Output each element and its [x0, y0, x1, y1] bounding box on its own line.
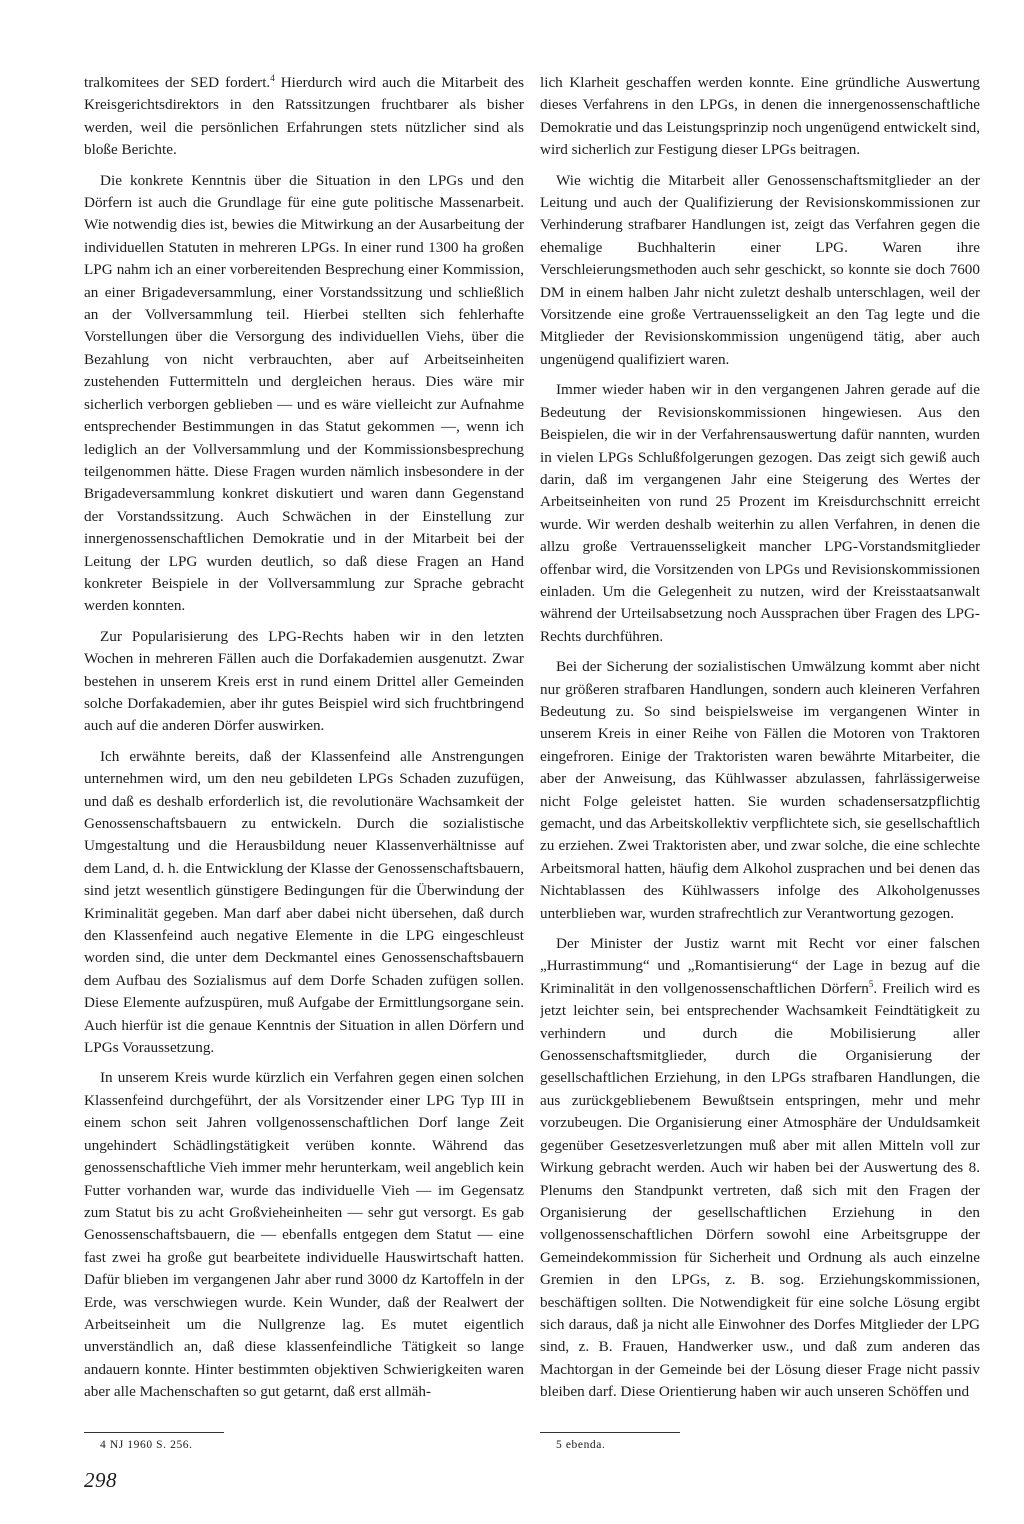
paragraph: Ich erwähnte bereits, daß der Klassenfeind alle Anstrengungen unternehmen wird, um den neu gebildeten LPGs Schaden zuzufügen, und daß es deshalb erforderlich ist, die revolutionäre Wachsamkeit der Genossenschaftsbauern zu entwickeln. Durch die sozialistische Umgestaltung und die Herausbildung neuer Klassenverhältnisse auf dem Land, d. h. die Entwicklung der Klasse der Genossenschaftsbauern, sind jetzt wesentlich günstigere Bedingungen für die Überwindung der Kriminalität gegeben. Man darf aber dabei nicht übersehen, daß durch den Klassenfeind auch negative Elemente in die LPG eingeschleust worden sind, die unter dem Deckmantel eines Genossenschaftsbauern dem Aufbau des Sozialismus auf dem Dorfe Schaden zufügen sollen. Diese Elemente aufzuspüren, muß Aufgabe der Ermittlungsorgane sein. Auch hierfür ist die genaue Kenntnis der Situation in allen Dörfern und LPGs Voraussetzung. — [84, 747, 524, 1057]
paragraph: tralkomitees der SED fordert.$^4$ Hierdurch wird auch die Mitarbeit des Kreisgerichtsdirektors in den Ratssitzungen fruchtbarer als bisher werden, weil die persönlichen Erfahrungen stets nützlicher sind als bloße Berichte. — [84, 72, 524, 159]
paragraph: Wie wichtig die Mitarbeit aller Genossenschaftsmitglieder an der Leitung und auch der Qualifizierung der Revisionskommissionen zur Verhinderung strafbarer Handlungen ist, zeigt das Verfahren gegen die ehemalige Buchhalterin einer LPG. Waren ihre Verschleierungsmethoden auch sehr geschickt, so konnte sie doch 7600 DM in einem halben Jahr nicht zuletzt deshalb unterschlagen, weil der Vorsitzende eine große Vertrauensseligkeit an den Tag legte und die Mitglieder der Revisionskommission ungenügend tätig, aber auch ungenügend qualifiziert waren. — [540, 171, 980, 368]
paragraph: Immer wieder haben wir in den vergangenen Jahren gerade auf die Bedeutung der Revisionskommissionen hingewiesen. Aus den Beispielen, die wir in der Verfahrensauswertung dafür nannten, wurden in vielen LPGs Schlußfolgerungen gezogen. Das zeigt sich gewiß auch darin, daß im vergangenen Jahr eine Steigerung des Wertes der Arbeitseinheiten von rund 25 Prozent im Kreisdurchschnitt erreicht wurde. Wir werden deshalb weiterhin zu allen Verfahren, in denen die allzu große Vertrauensseligkeit mancher LPG-Vorstandsmitglieder offenbar wird, die Vorsitzenden von LPGs und Revisionskommissionen einladen. Um die Gelegenheit zu nutzen, wird der Kreisstaatsanwalt während der Urteilsabsetzung noch Aussprachen über Fragen des LPG-Rechts durchführen. — [540, 381, 980, 645]
text-column-right — [540, 72, 980, 1432]
footnote-divider — [540, 1432, 680, 1433]
paragraph: Der Minister der Justiz warnt mit Recht vor einer falschen „Hurrastimmung“ und „Romantisierung“ der Lage in bezug auf die Kriminalität in den vollgenossenschaftlichen Dörfern$^5$. Freilich wird es jetzt leichter sein, bei entsprechender Wachsamkeit Feindtätigkeit zu verhindern und durch die Mobilisierung aller Genossenschaftsmitglieder, durch die Organisierung der gesellschaftlichen Erziehung, in den LPGs strafbaren Handlungen, die aus zurückgebliebenem Bewußtsein entspringen, mehr und mehr vorzubeugen. Die Organisierung einer Atmosphäre der Unduldsamkeit gegenüber Gesetzesverletzungen muß aber mit allen Mitteln voll zur Wirkung gebracht werden. Auch wir haben bei der Auswertung des 8. Plenums den Standpunkt vertreten, daß sich mit den Fragen der Organisierung der gesellschaftlichen Erziehung in den vollgenossenschaftlichen Dörfern sowohl eine Arbeitsgruppe der Gemeindekommission für Sicherheit und Ordnung als auch einzelne Gremien in den LPGs, z. B. sog. Erziehungskommissionen, beschäftigen sollten. Die Notwendigkeit für eine solche Lösung ergibt sich daraus, daß ja nicht alle Einwohner des Dorfes Mitglieder der LPG sind, z. B. Frauen, Handwerker usw., und daß zum anderen das Machtorgan in der Gemeinde bei der Lösung dieser Frage nicht passiv bleiben darf. Diese Orientierung haben wir auch unseren Schöffen und — [540, 935, 980, 1401]
paragraph: lich Klarheit geschaffen werden konnte. Eine gründliche Auswertung dieses Verfahrens in den LPGs, in denen die innergenossenschaftliche Demokratie und das Leistungsprinzip noch ungenügend entwickelt sind, wird sicherlich zur Festigung dieser LPGs beitragen. — [540, 74, 980, 159]
page-number: 298 — [84, 1468, 117, 1492]
footnote-reference[interactable]: 5 — [868, 978, 874, 989]
footnote-divider — [84, 1432, 224, 1433]
paragraph: Die konkrete Kenntnis über die Situation in den LPGs und den Dörfern ist auch die Grundlage für eine gute politische Massenarbeit. Wie notwendig dies ist, bewies die Mitwirkung an der Ausarbeitung der individuellen Statuten in mehreren LPGs. In einer rund 1300 ha großen LPG nahm ich an einer vorbereitenden Besprechung einer Kommission, an einer Brigadeversammlung, einer Vorstandssitzung und schließlich an der Vollversammlung teil. Hierbei stellten sich fehlerhafte Vorstellungen über die Versorgung des individuellen Viehs, über die Bezahlung von nicht verbrauchten, aber auf Arbeitseinheiten zustehenden Futtermitteln und dergleichen heraus. Dies wäre mir sicherlich verborgen geblieben — und es wäre vielleicht zur Aufnahme entsprechender Bestimmungen in das Statut gekommen —, wenn ich lediglich an der Vollversammlung und der Kommissionsbesprechung teilgenommen hätte. Diese Fragen wurden nämlich insbesondere in der Brigadeversammlung konkret diskutiert und waren dann Gegenstand der Vorstandssitzung. Auch Schwächen in der Einstellung zur innergenossenschaftlichen Demokratie und in der Mitarbeit bei der Leitung der LPG wurden deutlich, so daß diese Fragen an Hand konkreter Beispiele in der Vollversammlung zur Sprache gebracht werden konnten. — [84, 171, 524, 615]
paragraph: In unserem Kreis wurde kürzlich ein Verfahren gegen einen solchen Klassenfeind durchgeführt, der als Vorsitzender einer LPG Typ III in einem schon seit Jahren vollgenossenschaftlichen Dorf lange Zeit ungehindert Schädlingstätigkeit verüben konnte. Während das genossenschaftliche Vieh immer mehr herunterkam, weil angeblich kein Futter vorhanden war, wurde das individuelle Vieh — im Gegensatz zum Statut bis zu acht Großvieheinheiten — sehr gut versorgt. Es gab Genossenschaftsbauern, die — ebenfalls entgegen dem Statut — eine fast zwei ha große gut bearbeitete individuelle Hauswirtschaft hatten. Dafür blieben im vergangenen Jahr aber rund 3000 dz Kartoffeln in der Erde, was verschwiegen wurde. Kein Wunder, daß der Realwert der Arbeitseinheit um die Nullgrenze lag. Es mutet eigentlich unverständlich an, daß diese klassenfeindliche Tätigkeit so lange andauern konnte. Hinter bestimmten objektiven Schwierigkeiten waren aber alle Machenschaften so gut getarnt, daß erst allmäh- — [84, 1069, 524, 1401]
paragraph: Zur Popularisierung des LPG-Rechts haben wir in den letzten Wochen in mehreren Fällen auch die Dorfakademien ausgenutzt. Zwar bestehen in unserem Kreis erst in rund einem Drittel aller Gemeinden solche Dorfakademien, aber ihr gutes Beispiel wird sich fruchtbringend auch auf die anderen Dörfer auswirken. — [84, 627, 524, 735]
paragraph: Bei der Sicherung der sozialistischen Umwälzung kommt aber nicht nur größeren strafbaren Handlungen, sondern auch kleineren Verfahren Bedeutung zu. So sind beispielsweise im vergangenen Winter in unserem Kreis in einer Reihe von Fällen die Motoren von Traktoren eingefroren. Einige der Traktoristen waren bewährte Mitarbeiter, die aber der Anweisung, das Kühlwasser abzulassen, fahrlässigerweise nicht Folge geleistet hatten. Sie wurden schadensersatzpflichtig gemacht, und das Arbeitskollektiv verpflichtete sich, sie gesellschaftlich zu erziehen. Zwei Traktoristen aber, und zwar solche, die eine schlechte Arbeitsmoral hatten, häufig dem Alkohol zusprachen und bei denen das Nichtablassen des Kühlwassers infolge des Alkoholgenusses unterblieben war, wurden strafrechtlich zur Verantwortung gezogen. — [540, 658, 980, 922]
text-column-left — [84, 72, 524, 1432]
footnote-reference[interactable]: 4 — [270, 72, 275, 83]
footnote-5: 5 ebenda. — [556, 1439, 606, 1451]
footnote-4: 4 NJ 1960 S. 256. — [100, 1439, 193, 1451]
